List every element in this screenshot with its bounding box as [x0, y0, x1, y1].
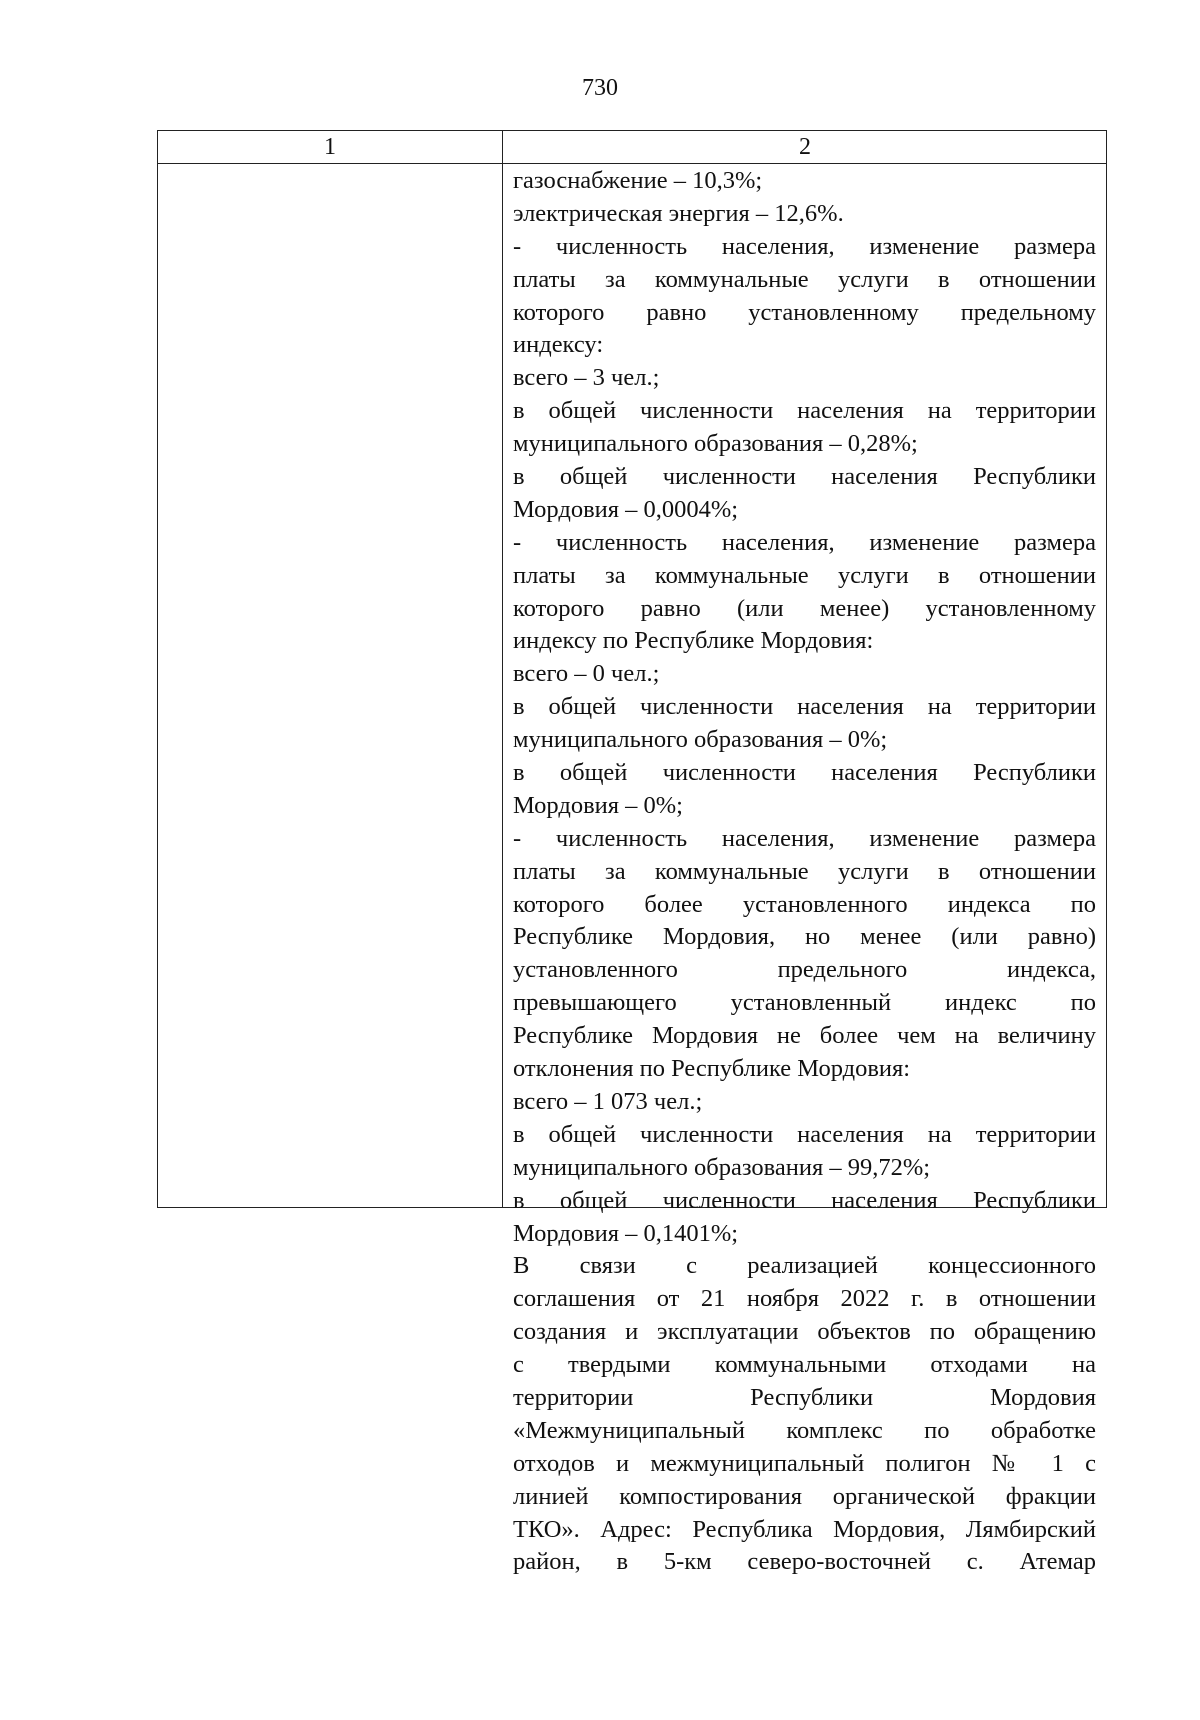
text-line: которого более установленного индекса по	[513, 890, 1096, 918]
text-line: - численность населения, изменение размера	[513, 824, 1096, 852]
text-line: В связи с реализацией концессионного	[513, 1252, 1096, 1280]
text-line: Республике Мордовия, но менее (или равно)	[513, 923, 1096, 951]
text-line: в общей численности населения Республики	[513, 463, 1096, 491]
text-line: «Межмуниципальный комплекс по обработке	[513, 1416, 1096, 1444]
text-line: отходов и межмуниципальный полигон № 1 с	[513, 1449, 1096, 1477]
text-line: Мордовия – 0%;	[513, 791, 683, 819]
text-line: Республике Мордовия не более чем на величину	[513, 1022, 1096, 1050]
text-line: индексу:	[513, 331, 604, 359]
text-line: в общей численности населения на территории	[513, 1120, 1096, 1148]
column-header-2: 2	[799, 134, 811, 160]
text-line: район, в 5-км северо-восточней с. Атемар	[513, 1548, 1096, 1576]
table-header-row	[158, 131, 1106, 164]
document-table	[157, 130, 1107, 1576]
text-line: которого равно (или менее) установленному	[513, 594, 1096, 622]
text-line: ТКО». Адрес: Республика Мордовия, Лямбирский	[513, 1515, 1096, 1543]
text-line: в общей численности населения Республики	[513, 1186, 1096, 1214]
text-line: платы за коммунальные услуги в отношении	[513, 265, 1096, 293]
text-line: превышающего установленный индекс по	[513, 989, 1096, 1017]
text-line: в общей численности населения на территории	[513, 397, 1096, 425]
column-2-text	[513, 165, 1096, 1579]
text-line: газоснабжение – 10,3%;	[513, 167, 763, 194]
text-line: индексу по Республике Мордовия:	[513, 627, 874, 655]
text-line: платы за коммунальные услуги в отношении	[513, 561, 1096, 589]
text-line: электрическая энергия – 12,6%.	[513, 199, 844, 227]
text-line: Мордовия – 0,0004%;	[513, 495, 739, 523]
text-line: муниципального образования – 0%;	[513, 726, 888, 754]
column-divider	[502, 131, 503, 1207]
text-line: - численность населения, изменение размера	[513, 528, 1096, 556]
text-line: муниципального образования – 99,72%;	[513, 1153, 931, 1181]
text-line: Мордовия – 0,1401%;	[513, 1219, 739, 1247]
text-line: соглашения от 21 ноября 2022 г. в отношении	[513, 1285, 1096, 1313]
text-line: которого равно установленному предельному	[513, 298, 1096, 326]
text-line: с твердыми коммунальными отходами на	[513, 1351, 1096, 1379]
text-line: всего – 1 073 чел.;	[513, 1087, 703, 1115]
text-line: всего – 0 чел.;	[513, 660, 660, 688]
text-line: установленного предельного индекса,	[513, 956, 1096, 984]
text-line: линией компостирования органической фракции	[513, 1482, 1096, 1510]
text-line: отклонения по Республике Мордовия:	[513, 1055, 911, 1083]
text-line: создания и эксплуатации объектов по обращению	[513, 1318, 1096, 1346]
text-line: платы за коммунальные услуги в отношении	[513, 857, 1096, 885]
column-header-1: 1	[324, 134, 336, 160]
text-line: территории Республики Мордовия	[513, 1383, 1096, 1411]
text-line: - численность населения, изменение размера	[513, 232, 1096, 260]
text-line: всего – 3 чел.;	[513, 364, 660, 392]
text-line: в общей численности населения на территории	[513, 693, 1096, 721]
text-line: в общей численности населения Республики	[513, 759, 1096, 787]
page-number: 730	[582, 75, 618, 101]
text-line: муниципального образования – 0,28%;	[513, 430, 918, 458]
